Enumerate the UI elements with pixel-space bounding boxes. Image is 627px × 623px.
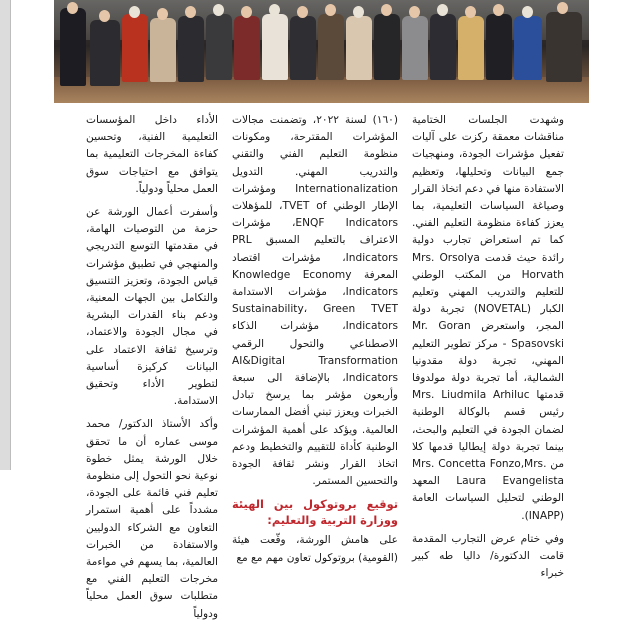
page-edge bbox=[0, 0, 11, 470]
column-middle bbox=[232, 112, 399, 564]
paragraph: وشهدت الجلسات الختامية مناقشات معمقة ركزت على آليات تفعيل مؤشرات الجودة، ومنهجيات جمع البيانات وتحليلها، وتعظيم الاستفادة منها في دعم اتخاذ القرار وصياغة السياسات التعليمية، بما يعزز كفاءة منظومة التعليم الفني. كما تم استعراض تجارب دولية رائدة حيث قدمت Mrs. Orsolya Horvath من المكتب الوطني للتعليم والتدريب المهني وتعليم الكبار (NOVETAL) تجربة دولة المجر، واستعرض Mr. Goran Spasovski - مركز تطوير التعليم المهني، تجربة دولة مقدونيا الشمالية، أما تجربة دولة مولدوفا قدمتها Mrs. Liudmila Arhiluc رئيس قسم بالوكالة الوطنية لضمان الجودة في التعليم والبحث، بينما تجربة دولة إيطاليا قدمها كلا من Mrs. Concetta Fonzo,Mrs. Laura Evangelista المعهد الوطني لتحليل السياسات العامة (INAPP). bbox=[412, 114, 565, 522]
group-photo bbox=[54, 0, 589, 103]
paragraph: الأداء داخل المؤسسات التعليمية الفنية، وتحسين كفاءة المخرجات التعليمية بما يتوافق مع احتياجات سوق العمل محلياً ودولياً. bbox=[86, 114, 218, 195]
column-right bbox=[412, 112, 565, 580]
column-left bbox=[86, 112, 218, 620]
paragraph: وأسفرت أعمال الورشة عن حزمة من التوصيات الهامة، في مقدمتها التوسع التدريجي والمنهجي في تطبيق مؤشرات قياس الجودة، وتعزيز التنسيق والتكامل بين الجهات المعنية، ودعم بناء القدرات البشرية في مجال الجودة والاعتماد، وترسيخ ثقافة الاعتماد على البيانات كركيزة أساسية لتطوير الأداء وتحقيق الاستدامة. bbox=[86, 206, 218, 408]
paragraph: وفي ختام عرض التجارب المقدمة قامت الدكتورة/ داليا طه كبير خبراء bbox=[412, 532, 564, 580]
paragraph: وأكد الأستاذ الدكتور/ محمد موسى عماره أن ما تحقق خلال الورشة يمثل خطوة نوعية نحو التحول إلى منظومة تعليم فني قائمة على الجودة، مشدداً على أهمية استمرار التعاون مع الشركاء الدوليين والاستفادة من الخبرات العالمية، بما يسهم في مواءمة مخرجات التعليم الفني مع متطلبات سوق العمل محلياً ودولياً bbox=[86, 418, 218, 620]
paragraph: على هامش الورشة، وقّعت هيئة (القومية) بروتوكول تعاون مهم مع مع bbox=[232, 534, 398, 564]
paragraph: (١٦٠) لسنة ٢٠٢٢، وتضمنت مجالات المؤشرات المقترحة، ومكونات منظومة التعليم الفني والتقني والتدريب المهني. التدويل Internationalization ومؤشرات الإطار الوطني TVET of، للمؤهلات ENQF Indicators، مؤشرات الاعتراف بالتعليم المسبق PRL Indicators، مؤشرات اقتصاد المعرفة Knowledge Economy Indicators، مؤشرات الاستدامة Sustainability، Green TVET Indicators، مؤشرات الذكاء الاصطناعي والتحول الرقمي AI&Digital Transformation Indicators، بالإضافة الى سبعة وأربعون مؤشر بما يرسخ تبادل الخبرات ويعزز تبني أفضل الممارسات العالمية. ويؤكد على أهمية المؤشرات الوطنية كأداة للتقييم والتخطيط ودعم اتخاذ القرار ونشر ثقافة الجودة والتحسين المستمر. bbox=[232, 114, 399, 488]
section-heading: توقيع بروتوكول بين الهيئة ووزارة التربية والتعليم: bbox=[232, 497, 398, 528]
